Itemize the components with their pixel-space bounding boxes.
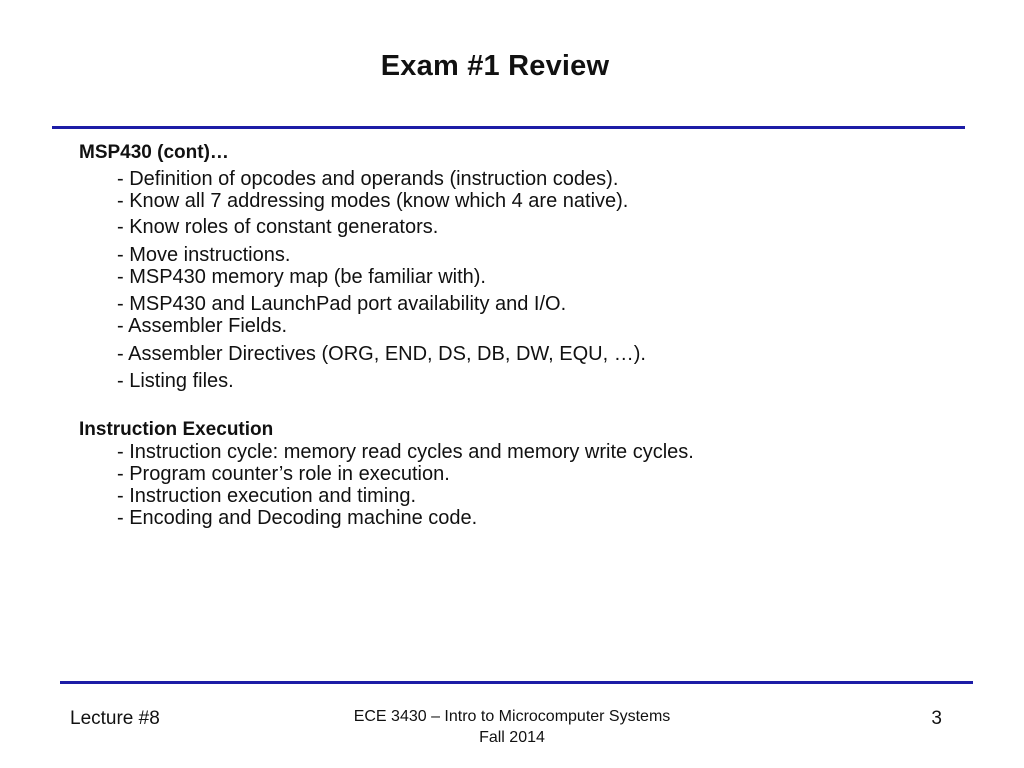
- page-number: 3: [931, 708, 942, 729]
- list-item: - Assembler Fields.: [117, 315, 288, 337]
- list-item: - Assembler Directives (ORG, END, DS, DB, DW, EQU, …).: [117, 343, 646, 365]
- list-item: - Know all 7 addressing modes (know which 4 are native).: [117, 190, 629, 212]
- footer-term: Fall 2014: [479, 729, 545, 746]
- list-item: - MSP430 memory map (be familiar with).: [117, 266, 486, 288]
- list-item: - Instruction cycle: memory read cycles and memory write cycles.: [117, 441, 694, 463]
- list-item: - MSP430 and LaunchPad port availability and I/O.: [117, 293, 567, 315]
- footer-course-title: ECE 3430 – Intro to Microcomputer Systems: [353, 708, 671, 725]
- list-item: - Know roles of constant generators.: [117, 216, 439, 238]
- bottom-divider: [60, 681, 973, 684]
- list-item: - Program counter’s role in execution.: [117, 463, 450, 485]
- list-item: - Definition of opcodes and operands (instruction codes).: [117, 168, 619, 190]
- section-heading-msp430: MSP430 (cont)…: [79, 142, 229, 163]
- top-divider: [52, 126, 965, 129]
- list-item: - Encoding and Decoding machine code.: [117, 507, 478, 529]
- footer-lecture: Lecture #8: [70, 708, 160, 729]
- slide-title: Exam #1 Review: [380, 50, 610, 82]
- list-item: - Listing files.: [117, 370, 234, 392]
- footer-course: [312, 706, 712, 748]
- section-heading-instruction-execution: Instruction Execution: [79, 419, 274, 440]
- list-item: - Move instructions.: [117, 244, 291, 266]
- list-item: - Instruction execution and timing.: [117, 485, 417, 507]
